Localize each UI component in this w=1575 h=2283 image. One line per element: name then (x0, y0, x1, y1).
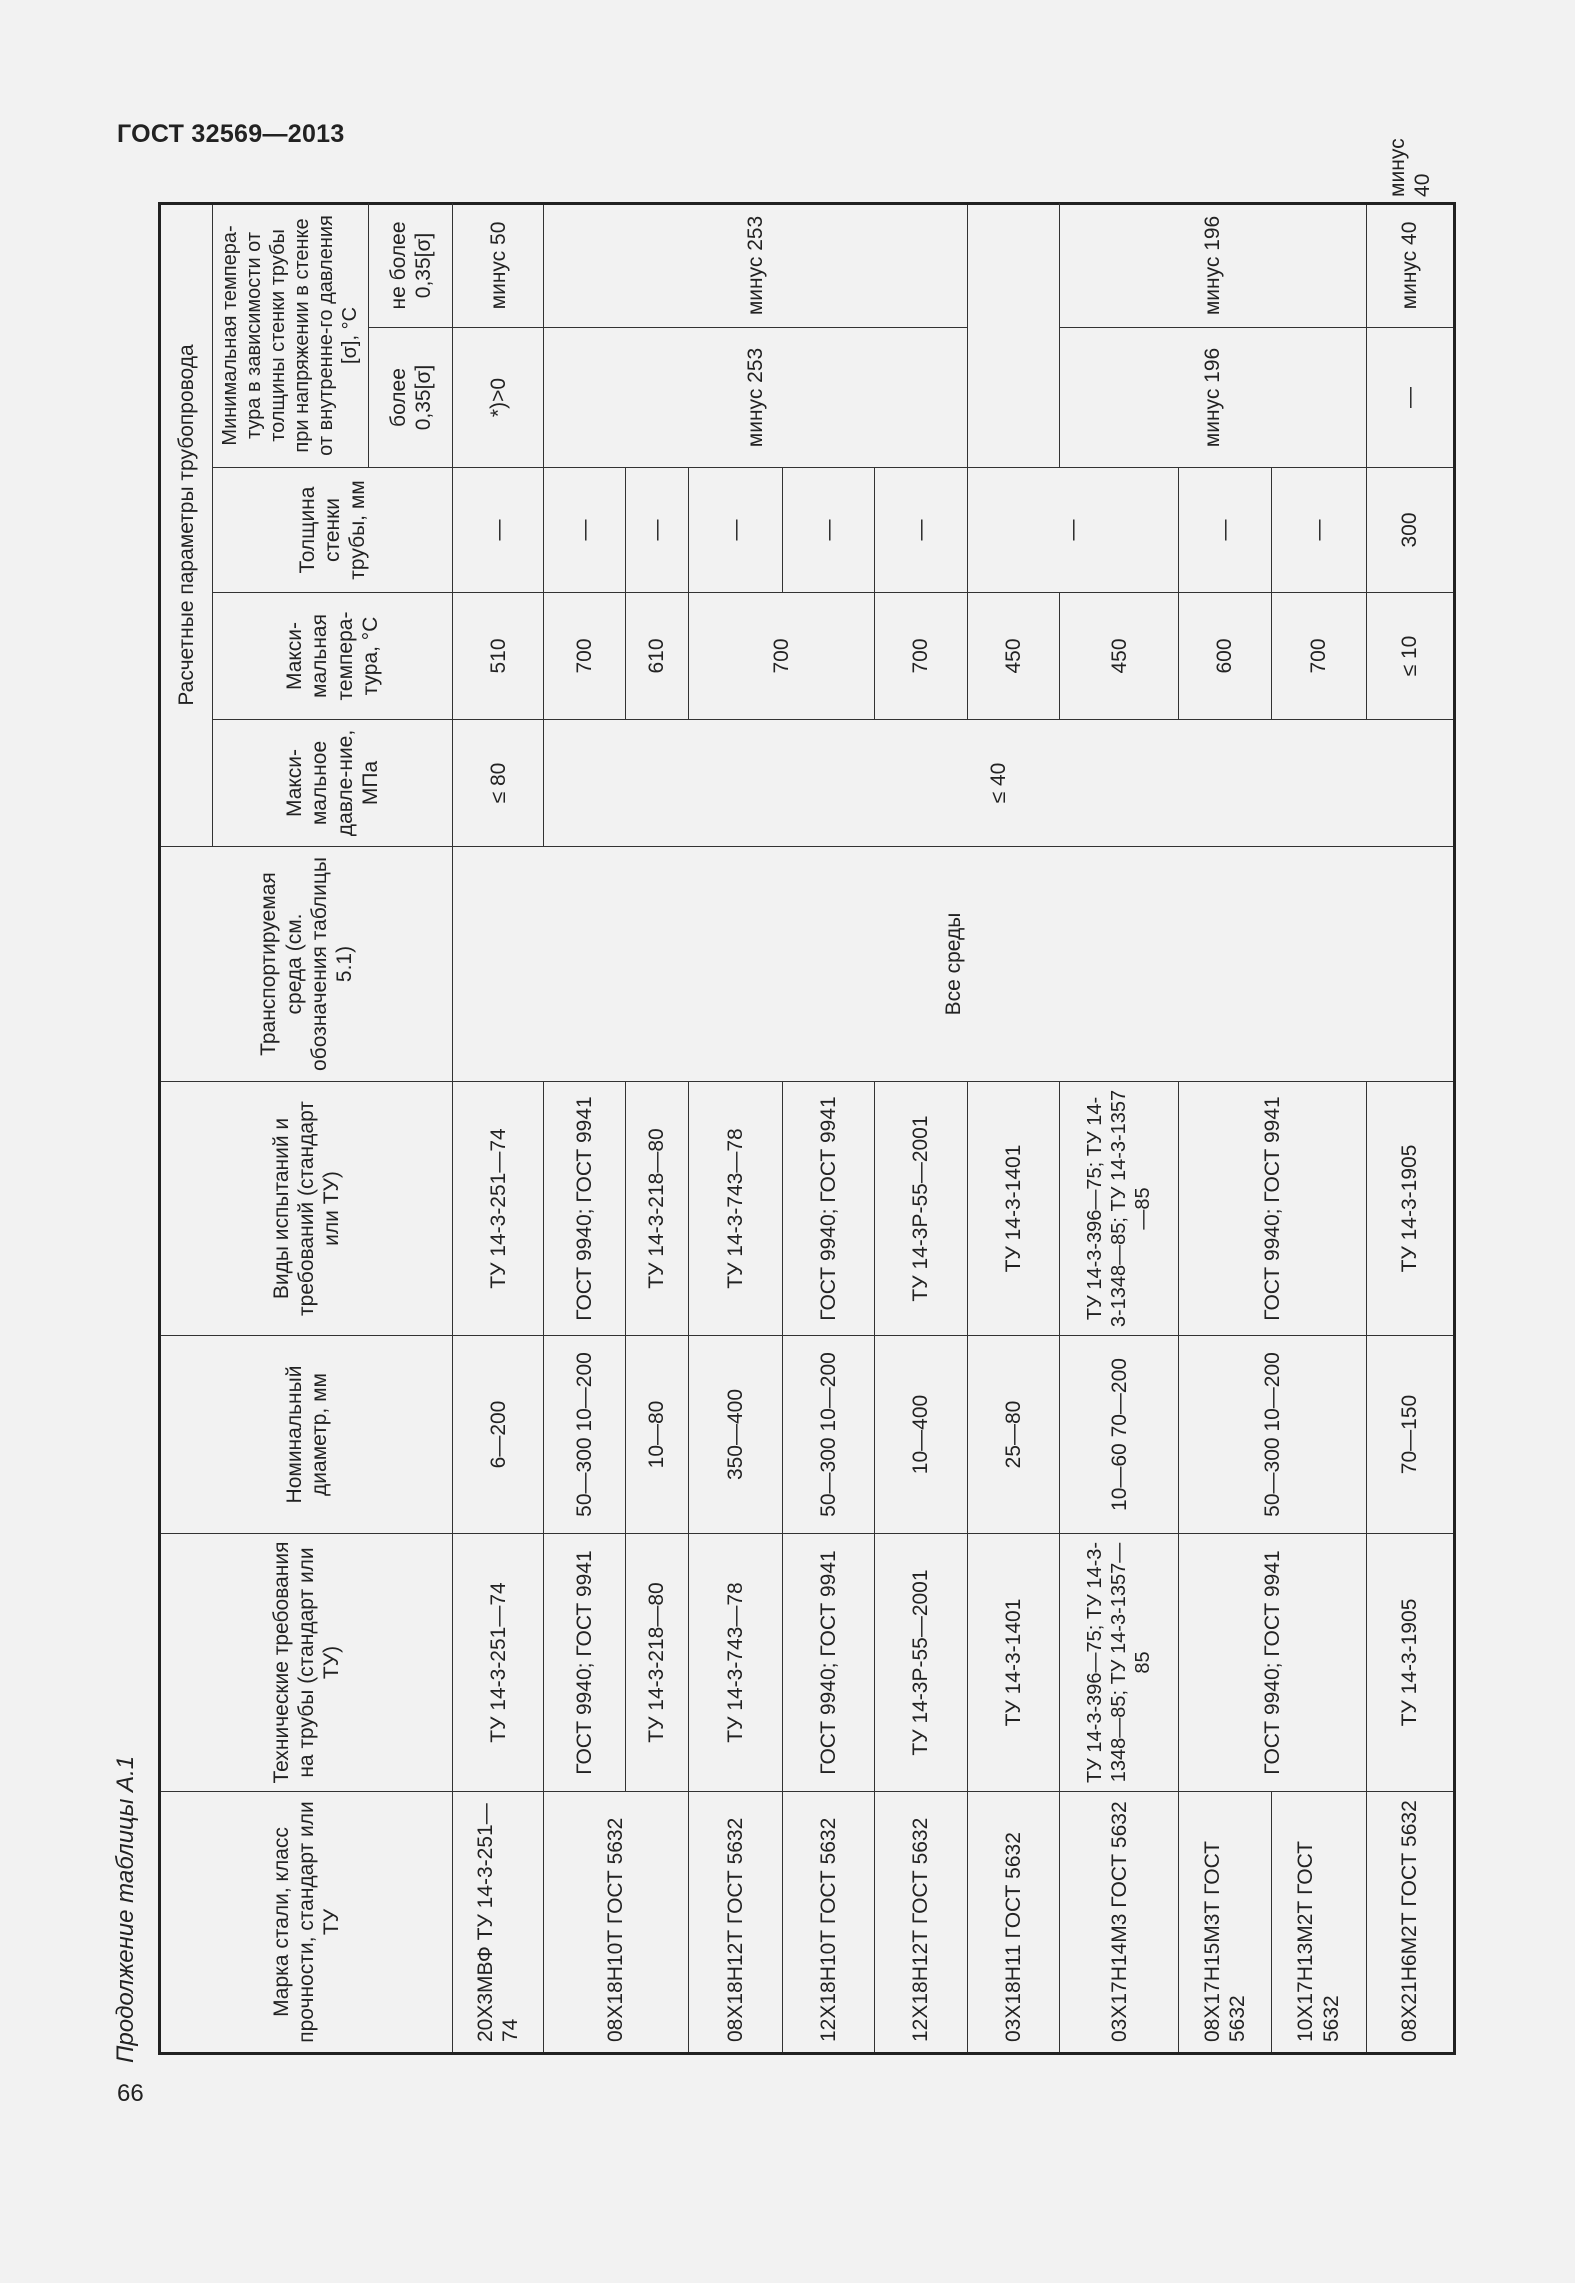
diameter-cell: 350—400 (689, 1336, 783, 1534)
temp-cell: 610 (626, 593, 689, 720)
page-number: 66 (117, 2080, 144, 2107)
tech-cell: ТУ 14-3-743—78 (689, 1534, 783, 1792)
tech-cell: ГОСТ 9940; ГОСТ 9941 (543, 1534, 625, 1792)
steel-cell: 08Х18Н12Т ГОСТ 5632 (689, 1792, 783, 2054)
table-row (875, 203, 968, 2053)
steel-cell: 12Х18Н10Т ГОСТ 5632 (782, 1792, 875, 2054)
steel-cell: 03Х17Н14М3 ГОСТ 5632 (1060, 1792, 1179, 2054)
mintemp-less-cell: минус 50 (453, 203, 543, 327)
tests-cell: ГОСТ 9940; ГОСТ 9941 (782, 1082, 875, 1336)
wall-cell: — (875, 468, 968, 593)
temp-cell: 300 (1366, 468, 1454, 593)
tests-cell: ТУ 14-3-1905 (1366, 1082, 1454, 1336)
header-row-1 (160, 203, 213, 2053)
diameter-cell: 10—400 (875, 1336, 968, 1534)
tech-cell: ТУ 14-3-1401 (967, 1534, 1060, 1792)
header-steel: Марка стали, класс прочности, стандарт или ТУ (160, 1792, 453, 2054)
wall-cell: — (453, 468, 543, 593)
pressure-cell: ≤ 80 (453, 720, 543, 847)
diameter-cell: 6—200 (453, 1336, 543, 1534)
diameter-cell: 50—300 10—200 (543, 1336, 625, 1534)
wall-cell: — (1366, 328, 1454, 468)
steel-cell: 03Х18Н11 ГОСТ 5632 (967, 1792, 1060, 2054)
header-params: Расчетные параметры трубопровода (160, 203, 213, 846)
steel-cell: 08Х18Н10Т ГОСТ 5632 (543, 1792, 688, 2054)
wall-cell: — (967, 468, 1178, 593)
wall-cell: — (626, 468, 689, 593)
header-mintemp: Минимальная темпера-тура в зависимости от толщины стенки трубы при напряжении в стенке от внутренне-го давления [σ], °С (212, 203, 369, 467)
header-tech: Технические требования на трубы (стандарт или ТУ) (160, 1534, 453, 1792)
header-temp: Макси-мальная темпера-тура, °С (212, 593, 453, 720)
temp-cell: 700 (689, 593, 875, 720)
temp-cell: 700 (1271, 593, 1366, 720)
header-pressure: Макси-мальное давле-ние, МПа (212, 720, 453, 847)
steel-cell: 20Х3МВФ ТУ 14-3-251—74 (453, 1792, 543, 2054)
diameter-cell: 10—80 (626, 1336, 689, 1534)
tests-cell: ТУ 14-3-251—74 (453, 1082, 543, 1336)
mintemp-more-cell: минус 196 (1060, 328, 1366, 468)
header-medium: Транспортируемая среда (см. обозначения таблицы 5.1) (160, 847, 453, 1082)
header-sigma-more: более 0,35[σ] (369, 328, 453, 468)
temp-cell: 600 (1179, 593, 1272, 720)
diameter-cell: 50—300 10—200 (1179, 1336, 1366, 1534)
tech-cell: ТУ 14-3-1905 (1366, 1534, 1454, 1792)
tech-cell: ГОСТ 9940; ГОСТ 9941 (782, 1534, 875, 1792)
tech-cell: ТУ 14-3-251—74 (453, 1534, 543, 1792)
table-row (689, 203, 783, 2053)
table-row (626, 203, 689, 2053)
document-header: ГОСТ 32569—2013 (117, 120, 345, 148)
tests-cell: ТУ 14-3-396—75; ТУ 14-3-1348—85; ТУ 14-3-1357—85 (1060, 1082, 1179, 1336)
mintemp-less-cell: минус 196 (1060, 203, 1366, 327)
temp-cell: 450 (1060, 593, 1179, 720)
mintemp-more-cell: минус 40 (1366, 203, 1454, 327)
header-sigma-less: не более 0,35[σ] (369, 203, 453, 327)
diameter-cell: 10—60 70—200 (1060, 1336, 1179, 1534)
wall-cell: — (782, 468, 875, 593)
table-row (782, 203, 875, 2053)
tech-cell: ТУ 14-3Р-55—2001 (875, 1534, 968, 1792)
tech-cell: ТУ 14-3-218—80 (626, 1534, 689, 1792)
tech-cell: ТУ 14-3-396—75; ТУ 14-3-1348—85; ТУ 14-3-1357—85 (1060, 1534, 1179, 1792)
tests-cell: ТУ 14-3-743—78 (689, 1082, 783, 1336)
temp-cell: 510 (453, 593, 543, 720)
table-row: 08Х21Н6М2Т ГОСТ 5632 ТУ 14-3-1905 70—150 ТУ 14-3-1905 ≤ 10 300 — минус 40 минус 40 (1366, 203, 1454, 2053)
tests-cell: ТУ 14-3-1401 (967, 1082, 1060, 1336)
wall-cell: — (1179, 468, 1272, 593)
steel-cell: 08Х17Н15М3Т ГОСТ 5632 (1179, 1792, 1272, 2054)
table-row (1179, 203, 1272, 2053)
tests-cell: ТУ 14-3Р-55—2001 (875, 1082, 968, 1336)
header-wall: Толщина стенки трубы, мм (212, 468, 453, 593)
tests-cell: ТУ 14-3-218—80 (626, 1082, 689, 1336)
mintemp-more-cell: *)>0 (453, 328, 543, 468)
tech-cell: ГОСТ 9940; ГОСТ 9941 (1179, 1534, 1366, 1792)
table-row (453, 203, 543, 2053)
mintemp-more-cell: минус 253 (543, 328, 967, 468)
wall-cell: — (1271, 468, 1366, 593)
diameter-cell: 70—150 (1366, 1336, 1454, 1534)
diameter-cell: 25—80 (967, 1336, 1060, 1534)
diameter-cell: 50—300 10—200 (782, 1336, 875, 1534)
temp-cell: 700 (543, 593, 625, 720)
steel-cell: 12Х18Н12Т ГОСТ 5632 (875, 1792, 968, 2054)
tests-cell: ГОСТ 9940; ГОСТ 9941 (1179, 1082, 1366, 1336)
temp-cell: 700 (875, 593, 968, 720)
rotated-table-wrapper (158, 138, 1456, 2055)
wall-cell: — (543, 468, 625, 593)
pressure-cell: ≤ 10 (1366, 593, 1454, 720)
tests-cell: ГОСТ 9940; ГОСТ 9941 (543, 1082, 625, 1336)
table-row (967, 203, 1060, 2053)
table-row (543, 203, 625, 2053)
steel-cell: 08Х21Н6М2Т ГОСТ 5632 (1366, 1792, 1454, 2054)
wall-cell: — (689, 468, 783, 593)
table-caption: Продолжение таблицы А.1 (112, 1755, 139, 2063)
steel-pipes-table (158, 138, 1456, 2055)
steel-cell: 10Х17Н13М2Т ГОСТ 5632 (1271, 1792, 1366, 2054)
pressure-cell: ≤ 40 (543, 720, 1454, 847)
header-tests: Виды испытаний и требований (стандарт или ТУ) (160, 1082, 453, 1336)
medium-cell: Все среды (453, 847, 1455, 1082)
header-diameter: Номинальный диаметр, мм (160, 1336, 453, 1534)
mintemp-less-cell: минус 253 (543, 203, 967, 327)
temp-cell: 450 (967, 593, 1060, 720)
